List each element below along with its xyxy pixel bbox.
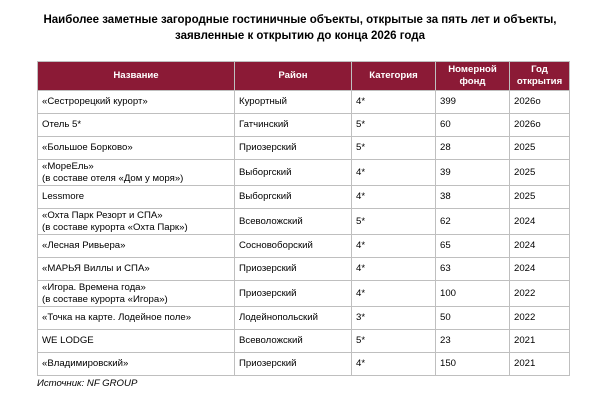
cell-category: 4* — [352, 281, 436, 307]
cell-category: 4* — [352, 186, 436, 209]
cell-rooms: 50 — [436, 307, 510, 330]
cell-rooms: 399 — [436, 91, 510, 114]
cell-name — [38, 281, 235, 307]
header-name: Название — [38, 62, 235, 91]
cell-year: 2022 — [510, 307, 570, 330]
cell-rooms: 60 — [436, 114, 510, 137]
header-district: Район — [235, 62, 352, 91]
cell-district: Приозерский — [235, 281, 352, 307]
cell-name-line: «Владимировский» — [42, 358, 129, 370]
table-row — [38, 91, 570, 114]
cell-district: Выборгский — [235, 186, 352, 209]
cell-category: 3* — [352, 307, 436, 330]
table-row — [38, 160, 570, 186]
table-row — [38, 137, 570, 160]
cell-category: 5* — [352, 209, 436, 235]
cell-name-line: «МореЕль» — [42, 161, 94, 172]
title-line-2: заявленные к открытию до конца 2026 года — [175, 30, 425, 42]
cell-year: 2026о — [510, 91, 570, 114]
cell-name — [38, 137, 235, 160]
cell-year: 2025 — [510, 160, 570, 186]
cell-name — [38, 114, 235, 137]
cell-year: 2024 — [510, 235, 570, 258]
table-body — [38, 91, 570, 376]
cell-category: 4* — [352, 353, 436, 376]
cell-name — [38, 160, 235, 186]
header-year-line-1: Год — [531, 64, 548, 75]
cell-rooms: 23 — [436, 330, 510, 353]
document-title — [0, 12, 600, 44]
cell-district: Приозерский — [235, 258, 352, 281]
cell-rooms: 39 — [436, 160, 510, 186]
cell-rooms: 38 — [436, 186, 510, 209]
cell-year: 2024 — [510, 209, 570, 235]
cell-name-line: (в составе курорта «Игора») — [42, 293, 168, 305]
cell-name — [38, 91, 235, 114]
header-rooms-line-1: Номерной — [448, 64, 497, 75]
cell-name — [38, 307, 235, 330]
cell-rooms: 65 — [436, 235, 510, 258]
hotels-table — [37, 61, 570, 376]
cell-rooms: 63 — [436, 258, 510, 281]
cell-year: 2025 — [510, 137, 570, 160]
table-row — [38, 258, 570, 281]
cell-district: Гатчинский — [235, 114, 352, 137]
cell-name-line: «Точка на карте. Лодейное поле» — [42, 312, 192, 324]
cell-district: Курортный — [235, 91, 352, 114]
cell-name-line: «Игора. Времена года» — [42, 282, 146, 293]
cell-year: 2021 — [510, 353, 570, 376]
cell-rooms: 150 — [436, 353, 510, 376]
cell-name-line: (в составе отеля «Дом у моря») — [42, 172, 184, 184]
cell-name-line: Отель 5* — [42, 119, 82, 131]
cell-name-line: WE LODGE — [42, 335, 94, 347]
cell-category: 4* — [352, 91, 436, 114]
cell-category: 5* — [352, 137, 436, 160]
cell-district: Всеволожский — [235, 209, 352, 235]
cell-category: 4* — [352, 258, 436, 281]
cell-name — [38, 209, 235, 235]
cell-name-line: «МАРЬЯ Виллы и СПА» — [42, 263, 150, 275]
title-line-1: Наиболее заметные загородные гостиничные объекты, открытые за пять лет и объекты, — [43, 14, 557, 26]
header-year-line-2: открытия — [516, 76, 563, 87]
table-row — [38, 281, 570, 307]
cell-rooms: 28 — [436, 137, 510, 160]
cell-rooms: 100 — [436, 281, 510, 307]
table-row — [38, 353, 570, 376]
cell-year: 2024 — [510, 258, 570, 281]
table-row — [38, 307, 570, 330]
cell-year: 2022 — [510, 281, 570, 307]
cell-name-line: «Большое Борково» — [42, 142, 133, 154]
cell-name — [38, 235, 235, 258]
table-row — [38, 209, 570, 235]
cell-district: Приозерский — [235, 353, 352, 376]
table-row — [38, 186, 570, 209]
table-row — [38, 330, 570, 353]
source-note: Источник: NF GROUP — [37, 378, 138, 389]
cell-district: Всеволожский — [235, 330, 352, 353]
cell-district: Лодейнопольский — [235, 307, 352, 330]
cell-year: 2026о — [510, 114, 570, 137]
cell-category: 4* — [352, 160, 436, 186]
cell-name — [38, 330, 235, 353]
cell-rooms: 62 — [436, 209, 510, 235]
cell-category: 4* — [352, 235, 436, 258]
cell-name-line: «Лесная Ривьера» — [42, 240, 126, 252]
cell-category: 5* — [352, 330, 436, 353]
header-rooms-line-2: фонд — [459, 76, 486, 87]
header-year — [510, 62, 570, 91]
cell-year: 2021 — [510, 330, 570, 353]
header-rooms — [436, 62, 510, 91]
cell-year: 2025 — [510, 186, 570, 209]
table-row — [38, 114, 570, 137]
cell-name-line: Lessmore — [42, 191, 85, 203]
cell-category: 5* — [352, 114, 436, 137]
cell-district: Выборгский — [235, 160, 352, 186]
cell-name — [38, 186, 235, 209]
cell-district: Сосновоборский — [235, 235, 352, 258]
header-category: Категория — [352, 62, 436, 91]
table-row — [38, 235, 570, 258]
table-header-row — [38, 62, 570, 91]
cell-name-line: (в составе курорта «Охта Парк») — [42, 221, 188, 233]
cell-name — [38, 353, 235, 376]
cell-name-line: «Охта Парк Резорт и СПА» — [42, 210, 163, 221]
cell-name — [38, 258, 235, 281]
cell-name-line: «Сестрорецкий курорт» — [42, 96, 148, 108]
cell-district: Приозерский — [235, 137, 352, 160]
